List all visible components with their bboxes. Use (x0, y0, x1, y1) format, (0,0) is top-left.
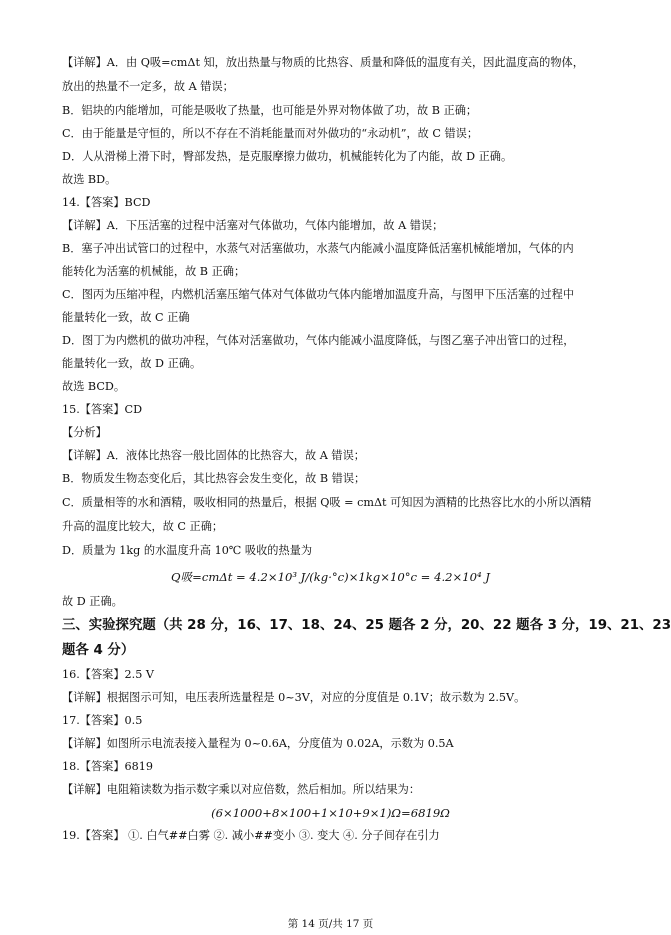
text-line: B．物质发生物态变化后，其比热容会发生变化，故 B 错误； (62, 472, 366, 485)
text-line: 能量转化一致，故 D 正确。 (62, 357, 202, 370)
section-heading-cont: 题各 4 分） (62, 643, 135, 658)
answer-line: 17.【答案】0.5 (62, 714, 143, 727)
text-line: D．质量为 1kg 的水温度升高 10℃ 吸收的热量为 (62, 544, 313, 557)
text-line: 【详解】如图所示电流表接入量程为 0~0.6A，分度值为 0.02A，示数为 0.5A (62, 737, 454, 750)
text-line: 【详解】A．下压活塞的过程中活塞对气体做功，气体内能增加，故 A 错误； (62, 219, 444, 232)
text-line: 【分析】 (62, 426, 107, 439)
text-line: D．人从滑梯上滑下时，臀部发热，是克服摩擦力做功，机械能转化为了内能，故 D 正确。 (62, 150, 513, 163)
text-line: 放出的热量不一定多，故 A 错误； (62, 80, 234, 93)
resistance-formula: (6×1000+8×100+1×10+9×1)Ω=6819Ω (211, 806, 450, 820)
text-line: B．塞子冲出试管口的过程中，水蒸气对活塞做功，水蒸气内能减小温度降低活塞机械能增加，气体的内 (62, 242, 574, 255)
text-line: 故选 BCD。 (62, 380, 126, 393)
answer-line: 19.【答案】 ①. 白气##白雾 ②. 减小##变小 ③. 变大 ④. 分子间存在引力 (62, 829, 440, 842)
text-line: B．铝块的内能增加，可能是吸收了热量，也可能是外界对物体做了功，故 B 正确； (62, 104, 478, 117)
text-line: 【详解】A．由 Q吸=cmΔt 知，放出热量与物质的比热容、质量和降低的温度有关，因此温度高的物体， (62, 56, 584, 69)
text-line: 升高的温度比较大，故 C 正确； (62, 520, 224, 533)
answer-line: 18.【答案】6819 (62, 760, 154, 773)
section-heading: 三、实验探究题（共 28 分，16、17、18、24、25 题各 2 分，20、22 题各 3 分，19、21、23 (62, 618, 671, 633)
text-line: 故选 BD。 (62, 173, 117, 186)
text-line: D．图丁为内燃机的做功冲程，气体对活塞做功，气体内能减小温度降低，与图乙塞子冲出管口的过程， (62, 334, 575, 347)
text-line: 能转化为活塞的机械能，故 B 正确； (62, 265, 246, 278)
text-line: 【详解】A．液体比热容一般比固体的比热容大，故 A 错误； (62, 449, 365, 462)
text-line: C．图丙为压缩冲程，内燃机活塞压缩气体对气体做功气体内能增加温度升高，与图甲下压活塞的过程中 (62, 288, 575, 301)
text-line: C．质量相等的水和酒精，吸收相同的热量后，根据 Q吸 = cmΔt 可知因为酒精的比热容比水的小所以酒精 (62, 496, 592, 509)
text-line: 能量转化一致，故 C 正确 (62, 311, 190, 324)
text-line: 【详解】电阻箱读数为指示数字乘以对应倍数，然后相加。所以结果为： (62, 783, 421, 796)
text-line: C．由于能量是守恒的，所以不存在不消耗能量而对外做功的“永动机”，故 C 错误； (62, 127, 479, 140)
page-footer: 第 14 页/共 17 页 (287, 918, 374, 930)
answer-line: 15.【答案】CD (62, 403, 143, 416)
answer-line: 14.【答案】BCD (62, 196, 151, 209)
answer-line: 16.【答案】2.5 V (62, 668, 154, 681)
text-line: 【详解】根据图示可知，电压表所选量程是 0~3V，对应的分度值是 0.1V；故示数为 2.5V。 (62, 691, 526, 704)
text-line: 故 D 正确。 (62, 595, 123, 608)
heat-formula: Q吸=cmΔt = 4.2×10³ J/(kg·°c)×1kg×10°c = 4.2×10⁴ J (171, 570, 490, 584)
